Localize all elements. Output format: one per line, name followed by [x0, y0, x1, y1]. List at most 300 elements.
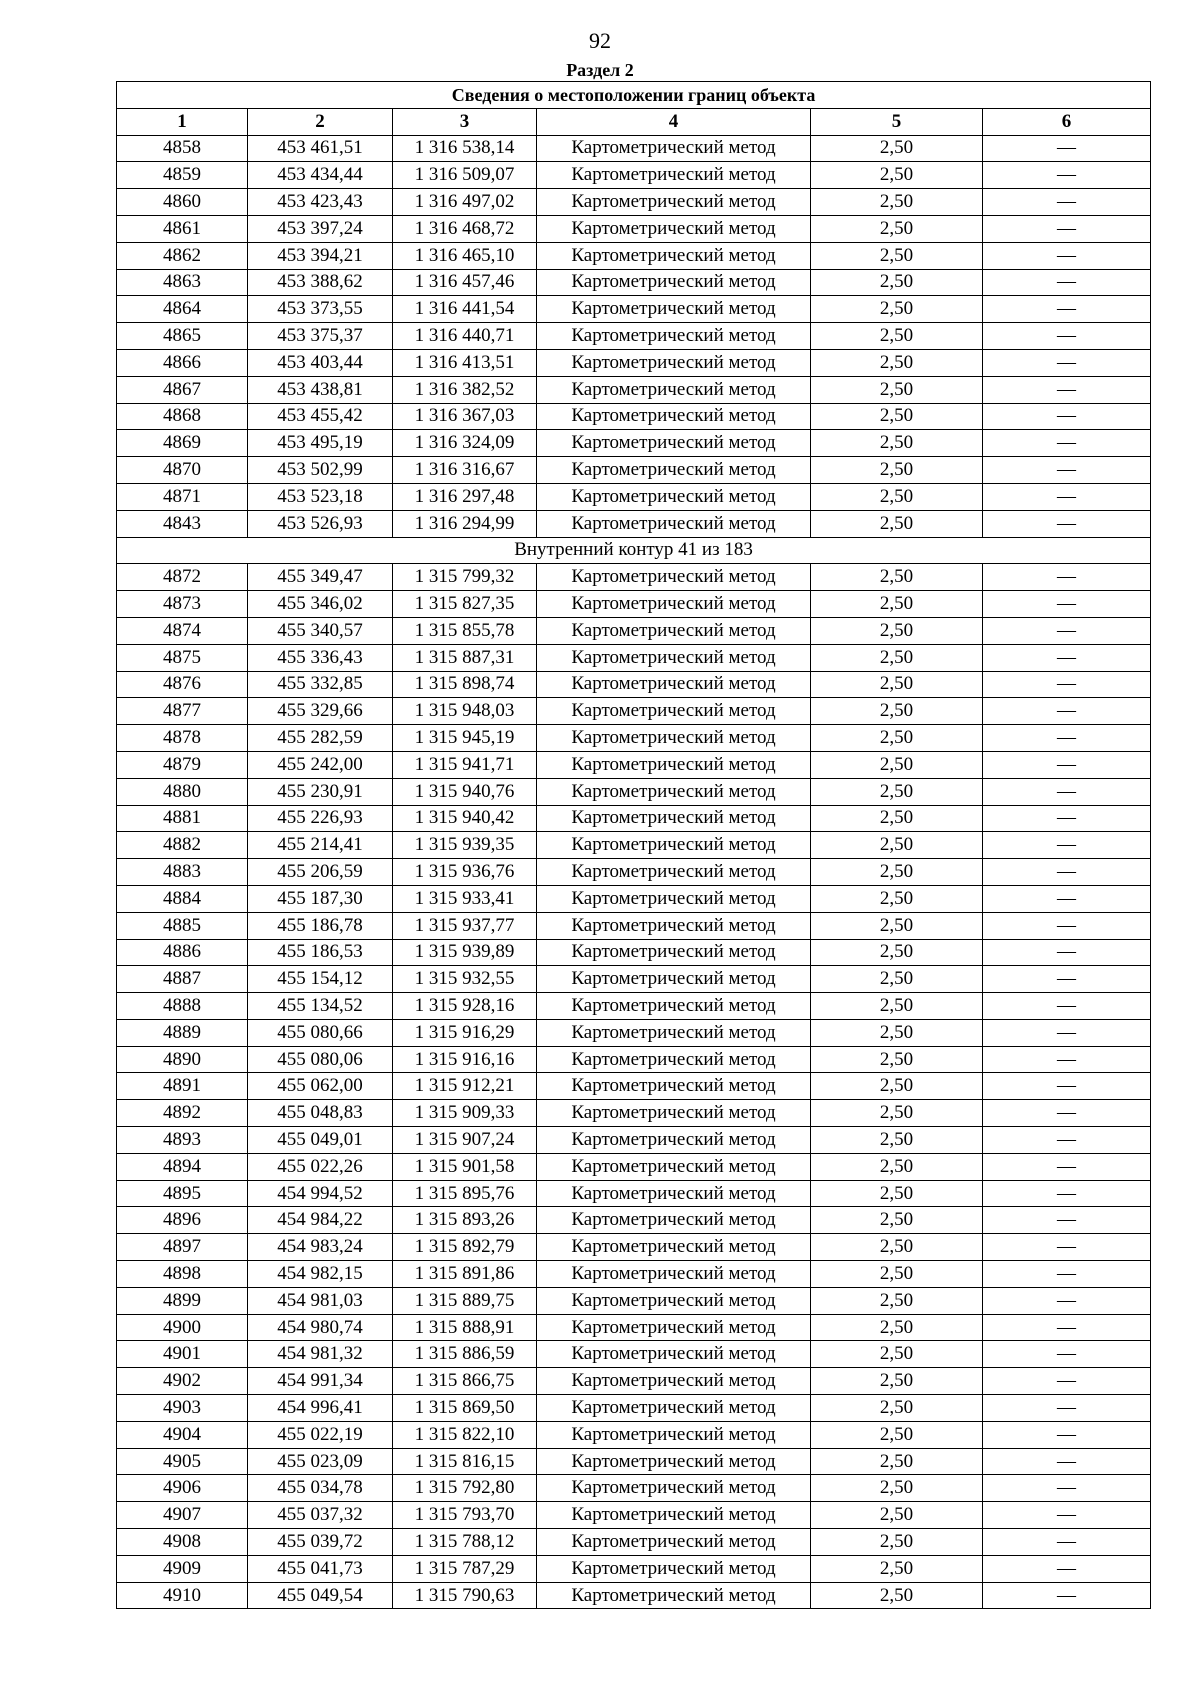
accuracy-cell: 2,50 — [811, 269, 983, 296]
accuracy-cell: 2,50 — [811, 135, 983, 162]
x-coordinate-cell: 455 186,53 — [248, 939, 393, 966]
y-coordinate-cell: 1 315 893,26 — [393, 1207, 537, 1234]
y-coordinate-cell: 1 315 886,59 — [393, 1341, 537, 1368]
x-coordinate-cell: 455 186,78 — [248, 912, 393, 939]
y-coordinate-cell: 1 315 941,71 — [393, 751, 537, 778]
description-cell: — — [983, 135, 1151, 162]
description-cell: — — [983, 1100, 1151, 1127]
table-row — [117, 1019, 1151, 1046]
description-cell: — — [983, 430, 1151, 457]
table-row — [117, 242, 1151, 269]
table-row — [117, 1475, 1151, 1502]
method-cell: Картометрический метод — [537, 1019, 811, 1046]
x-coordinate-cell: 453 375,37 — [248, 323, 393, 350]
description-cell: — — [983, 912, 1151, 939]
x-coordinate-cell: 455 226,93 — [248, 805, 393, 832]
accuracy-cell: 2,50 — [811, 1019, 983, 1046]
y-coordinate-cell: 1 315 822,10 — [393, 1421, 537, 1448]
table-row — [117, 1207, 1151, 1234]
table-row — [117, 323, 1151, 350]
method-cell: Картометрический метод — [537, 269, 811, 296]
method-cell: Картометрический метод — [537, 1261, 811, 1288]
x-coordinate-cell: 454 994,52 — [248, 1180, 393, 1207]
description-cell: — — [983, 966, 1151, 993]
point-number-cell: 4894 — [117, 1153, 248, 1180]
table-row — [117, 1261, 1151, 1288]
table-row — [117, 1421, 1151, 1448]
table-row — [117, 751, 1151, 778]
description-cell: — — [983, 1073, 1151, 1100]
method-cell: Картометрический метод — [537, 591, 811, 618]
description-cell: — — [983, 349, 1151, 376]
table-row — [117, 778, 1151, 805]
table-row — [117, 1100, 1151, 1127]
table-row — [117, 912, 1151, 939]
method-cell: Картометрический метод — [537, 966, 811, 993]
y-coordinate-cell: 1 315 901,58 — [393, 1153, 537, 1180]
point-number-cell: 4865 — [117, 323, 248, 350]
accuracy-cell: 2,50 — [811, 939, 983, 966]
y-coordinate-cell: 1 316 382,52 — [393, 376, 537, 403]
table-row — [117, 1153, 1151, 1180]
table-row — [117, 1502, 1151, 1529]
point-number-cell: 4909 — [117, 1555, 248, 1582]
y-coordinate-cell: 1 316 509,07 — [393, 162, 537, 189]
accuracy-cell: 2,50 — [811, 1529, 983, 1556]
table-row — [117, 1341, 1151, 1368]
description-cell: — — [983, 1555, 1151, 1582]
description-cell: — — [983, 296, 1151, 323]
x-coordinate-cell: 455 080,06 — [248, 1046, 393, 1073]
description-cell: — — [983, 885, 1151, 912]
x-coordinate-cell: 454 982,15 — [248, 1261, 393, 1288]
description-cell: — — [983, 269, 1151, 296]
y-coordinate-cell: 1 315 792,80 — [393, 1475, 537, 1502]
point-number-cell: 4910 — [117, 1582, 248, 1609]
method-cell: Картометрический метод — [537, 403, 811, 430]
description-cell: — — [983, 1421, 1151, 1448]
table-row — [117, 403, 1151, 430]
description-cell: — — [983, 1314, 1151, 1341]
point-number-cell: 4902 — [117, 1368, 248, 1395]
table-row — [117, 644, 1151, 671]
method-cell: Картометрический метод — [537, 1582, 811, 1609]
point-number-cell: 4888 — [117, 993, 248, 1020]
table-row — [117, 483, 1151, 510]
accuracy-cell: 2,50 — [811, 430, 983, 457]
method-cell: Картометрический метод — [537, 189, 811, 216]
x-coordinate-cell: 455 034,78 — [248, 1475, 393, 1502]
x-coordinate-cell: 455 062,00 — [248, 1073, 393, 1100]
y-coordinate-cell: 1 315 827,35 — [393, 591, 537, 618]
method-cell: Картометрический метод — [537, 1180, 811, 1207]
y-coordinate-cell: 1 315 916,29 — [393, 1019, 537, 1046]
table-row — [117, 1127, 1151, 1154]
y-coordinate-cell: 1 315 888,91 — [393, 1314, 537, 1341]
y-coordinate-cell: 1 316 324,09 — [393, 430, 537, 457]
description-cell: — — [983, 1287, 1151, 1314]
method-cell: Картометрический метод — [537, 135, 811, 162]
y-coordinate-cell: 1 315 895,76 — [393, 1180, 537, 1207]
table-caption-row — [117, 82, 1151, 109]
table-row — [117, 189, 1151, 216]
y-coordinate-cell: 1 316 468,72 — [393, 215, 537, 242]
method-cell: Картометрический метод — [537, 430, 811, 457]
description-cell: — — [983, 832, 1151, 859]
method-cell: Картометрический метод — [537, 778, 811, 805]
method-cell: Картометрический метод — [537, 1314, 811, 1341]
y-coordinate-cell: 1 315 898,74 — [393, 671, 537, 698]
method-cell: Картометрический метод — [537, 1100, 811, 1127]
description-cell: — — [983, 1448, 1151, 1475]
y-coordinate-cell: 1 315 928,16 — [393, 993, 537, 1020]
description-cell: — — [983, 617, 1151, 644]
method-cell: Картометрический метод — [537, 1153, 811, 1180]
column-header: 3 — [393, 108, 537, 135]
accuracy-cell: 2,50 — [811, 1555, 983, 1582]
x-coordinate-cell: 455 049,01 — [248, 1127, 393, 1154]
accuracy-cell: 2,50 — [811, 242, 983, 269]
point-number-cell: 4898 — [117, 1261, 248, 1288]
x-coordinate-cell: 455 134,52 — [248, 993, 393, 1020]
accuracy-cell: 2,50 — [811, 1395, 983, 1422]
method-cell: Картометрический метод — [537, 912, 811, 939]
point-number-cell: 4899 — [117, 1287, 248, 1314]
description-cell: — — [983, 189, 1151, 216]
method-cell: Картометрический метод — [537, 751, 811, 778]
y-coordinate-cell: 1 316 465,10 — [393, 242, 537, 269]
method-cell: Картометрический метод — [537, 1421, 811, 1448]
point-number-cell: 4880 — [117, 778, 248, 805]
method-cell: Картометрический метод — [537, 1529, 811, 1556]
method-cell: Картометрический метод — [537, 644, 811, 671]
accuracy-cell: 2,50 — [811, 349, 983, 376]
table-row — [117, 349, 1151, 376]
method-cell: Картометрический метод — [537, 242, 811, 269]
method-cell: Картометрический метод — [537, 457, 811, 484]
y-coordinate-cell: 1 316 497,02 — [393, 189, 537, 216]
point-number-cell: 4882 — [117, 832, 248, 859]
table-row — [117, 162, 1151, 189]
column-header: 1 — [117, 108, 248, 135]
x-coordinate-cell: 454 981,03 — [248, 1287, 393, 1314]
table-row — [117, 564, 1151, 591]
table-row — [117, 510, 1151, 537]
accuracy-cell: 2,50 — [811, 832, 983, 859]
accuracy-cell: 2,50 — [811, 993, 983, 1020]
description-cell: — — [983, 457, 1151, 484]
table-row — [117, 1368, 1151, 1395]
description-cell: — — [983, 859, 1151, 886]
y-coordinate-cell: 1 315 940,76 — [393, 778, 537, 805]
x-coordinate-cell: 455 022,26 — [248, 1153, 393, 1180]
accuracy-cell: 2,50 — [811, 1127, 983, 1154]
y-coordinate-cell: 1 315 940,42 — [393, 805, 537, 832]
accuracy-cell: 2,50 — [811, 751, 983, 778]
point-number-cell: 4864 — [117, 296, 248, 323]
y-coordinate-cell: 1 316 440,71 — [393, 323, 537, 350]
method-cell: Картометрический метод — [537, 671, 811, 698]
point-number-cell: 4893 — [117, 1127, 248, 1154]
x-coordinate-cell: 454 984,22 — [248, 1207, 393, 1234]
table-row — [117, 135, 1151, 162]
method-cell: Картометрический метод — [537, 859, 811, 886]
description-cell: — — [983, 1502, 1151, 1529]
point-number-cell: 4901 — [117, 1341, 248, 1368]
x-coordinate-cell: 453 394,21 — [248, 242, 393, 269]
table-row — [117, 885, 1151, 912]
accuracy-cell: 2,50 — [811, 1582, 983, 1609]
method-cell: Картометрический метод — [537, 1287, 811, 1314]
method-cell: Картометрический метод — [537, 1368, 811, 1395]
column-header: 6 — [983, 108, 1151, 135]
y-coordinate-cell: 1 315 793,70 — [393, 1502, 537, 1529]
description-cell: — — [983, 1046, 1151, 1073]
accuracy-cell: 2,50 — [811, 859, 983, 886]
x-coordinate-cell: 455 187,30 — [248, 885, 393, 912]
point-number-cell: 4867 — [117, 376, 248, 403]
y-coordinate-cell: 1 315 916,16 — [393, 1046, 537, 1073]
x-coordinate-cell: 455 336,43 — [248, 644, 393, 671]
description-cell: — — [983, 805, 1151, 832]
x-coordinate-cell: 453 423,43 — [248, 189, 393, 216]
description-cell: — — [983, 403, 1151, 430]
method-cell: Картометрический метод — [537, 1234, 811, 1261]
description-cell: — — [983, 698, 1151, 725]
x-coordinate-cell: 453 397,24 — [248, 215, 393, 242]
method-cell: Картометрический метод — [537, 1341, 811, 1368]
description-cell: — — [983, 215, 1151, 242]
description-cell: — — [983, 1475, 1151, 1502]
accuracy-cell: 2,50 — [811, 1341, 983, 1368]
x-coordinate-cell: 454 980,74 — [248, 1314, 393, 1341]
accuracy-cell: 2,50 — [811, 1046, 983, 1073]
accuracy-cell: 2,50 — [811, 805, 983, 832]
y-coordinate-cell: 1 316 457,46 — [393, 269, 537, 296]
description-cell: — — [983, 1019, 1151, 1046]
description-cell: — — [983, 778, 1151, 805]
accuracy-cell: 2,50 — [811, 1180, 983, 1207]
accuracy-cell: 2,50 — [811, 403, 983, 430]
point-number-cell: 4904 — [117, 1421, 248, 1448]
accuracy-cell: 2,50 — [811, 778, 983, 805]
section-title: Раздел 2 — [566, 60, 634, 80]
table-body — [117, 135, 1151, 1609]
point-number-cell: 4891 — [117, 1073, 248, 1100]
accuracy-cell: 2,50 — [811, 644, 983, 671]
description-cell: — — [983, 591, 1151, 618]
x-coordinate-cell: 455 023,09 — [248, 1448, 393, 1475]
x-coordinate-cell: 453 455,42 — [248, 403, 393, 430]
x-coordinate-cell: 455 346,02 — [248, 591, 393, 618]
accuracy-cell: 2,50 — [811, 617, 983, 644]
table-row — [117, 376, 1151, 403]
description-cell: — — [983, 1153, 1151, 1180]
point-number-cell: 4873 — [117, 591, 248, 618]
y-coordinate-cell: 1 315 939,35 — [393, 832, 537, 859]
description-cell: — — [983, 1582, 1151, 1609]
table-row — [117, 1287, 1151, 1314]
point-number-cell: 4907 — [117, 1502, 248, 1529]
y-coordinate-cell: 1 315 787,29 — [393, 1555, 537, 1582]
y-coordinate-cell: 1 315 937,77 — [393, 912, 537, 939]
point-number-cell: 4879 — [117, 751, 248, 778]
y-coordinate-cell: 1 315 912,21 — [393, 1073, 537, 1100]
table-row — [117, 993, 1151, 1020]
x-coordinate-cell: 455 230,91 — [248, 778, 393, 805]
description-cell: — — [983, 993, 1151, 1020]
table-row — [117, 698, 1151, 725]
point-number-cell: 4860 — [117, 189, 248, 216]
table-row — [117, 430, 1151, 457]
description-cell: — — [983, 939, 1151, 966]
accuracy-cell: 2,50 — [811, 189, 983, 216]
point-number-cell: 4889 — [117, 1019, 248, 1046]
accuracy-cell: 2,50 — [811, 698, 983, 725]
method-cell: Картометрический метод — [537, 1127, 811, 1154]
y-coordinate-cell: 1 315 939,89 — [393, 939, 537, 966]
y-coordinate-cell: 1 315 855,78 — [393, 617, 537, 644]
point-number-cell: 4877 — [117, 698, 248, 725]
method-cell: Картометрический метод — [537, 323, 811, 350]
table-row — [117, 457, 1151, 484]
description-cell: — — [983, 323, 1151, 350]
description-cell: — — [983, 483, 1151, 510]
point-number-cell: 4892 — [117, 1100, 248, 1127]
method-cell: Картометрический метод — [537, 1448, 811, 1475]
accuracy-cell: 2,50 — [811, 1502, 983, 1529]
column-header: 2 — [248, 108, 393, 135]
accuracy-cell: 2,50 — [811, 376, 983, 403]
point-number-cell: 4900 — [117, 1314, 248, 1341]
point-number-cell: 4884 — [117, 885, 248, 912]
point-number-cell: 4908 — [117, 1529, 248, 1556]
accuracy-cell: 2,50 — [811, 912, 983, 939]
point-number-cell: 4859 — [117, 162, 248, 189]
y-coordinate-cell: 1 316 441,54 — [393, 296, 537, 323]
point-number-cell: 4886 — [117, 939, 248, 966]
point-number-cell: 4862 — [117, 242, 248, 269]
point-number-cell: 4858 — [117, 135, 248, 162]
description-cell: — — [983, 644, 1151, 671]
column-header-row — [117, 108, 1151, 135]
contour-label-row — [117, 537, 1151, 564]
accuracy-cell: 2,50 — [811, 457, 983, 484]
page-number: 92 — [589, 28, 611, 53]
x-coordinate-cell: 453 495,19 — [248, 430, 393, 457]
point-number-cell: 4863 — [117, 269, 248, 296]
table-row — [117, 966, 1151, 993]
table-row — [117, 832, 1151, 859]
table-row — [117, 1314, 1151, 1341]
y-coordinate-cell: 1 315 799,32 — [393, 564, 537, 591]
point-number-cell: 4905 — [117, 1448, 248, 1475]
description-cell: — — [983, 1341, 1151, 1368]
y-coordinate-cell: 1 315 945,19 — [393, 725, 537, 752]
x-coordinate-cell: 455 282,59 — [248, 725, 393, 752]
table-title: Сведения о местоположении границ объекта — [117, 82, 1151, 109]
method-cell: Картометрический метод — [537, 993, 811, 1020]
method-cell: Картометрический метод — [537, 698, 811, 725]
method-cell: Картометрический метод — [537, 1502, 811, 1529]
table-row — [117, 725, 1151, 752]
y-coordinate-cell: 1 315 790,63 — [393, 1582, 537, 1609]
table-row — [117, 805, 1151, 832]
method-cell: Картометрический метод — [537, 939, 811, 966]
accuracy-cell: 2,50 — [811, 1073, 983, 1100]
x-coordinate-cell: 455 048,83 — [248, 1100, 393, 1127]
accuracy-cell: 2,50 — [811, 215, 983, 242]
y-coordinate-cell: 1 316 294,99 — [393, 510, 537, 537]
y-coordinate-cell: 1 316 367,03 — [393, 403, 537, 430]
table-row — [117, 1073, 1151, 1100]
point-number-cell: 4881 — [117, 805, 248, 832]
table-row — [117, 215, 1151, 242]
x-coordinate-cell: 453 461,51 — [248, 135, 393, 162]
method-cell: Картометрический метод — [537, 805, 811, 832]
x-coordinate-cell: 455 349,47 — [248, 564, 393, 591]
y-coordinate-cell: 1 315 932,55 — [393, 966, 537, 993]
x-coordinate-cell: 455 242,00 — [248, 751, 393, 778]
y-coordinate-cell: 1 315 948,03 — [393, 698, 537, 725]
method-cell: Картометрический метод — [537, 296, 811, 323]
method-cell: Картометрический метод — [537, 1555, 811, 1582]
description-cell: — — [983, 1261, 1151, 1288]
description-cell: — — [983, 510, 1151, 537]
x-coordinate-cell: 453 438,81 — [248, 376, 393, 403]
accuracy-cell: 2,50 — [811, 1314, 983, 1341]
point-number-cell: 4871 — [117, 483, 248, 510]
point-number-cell: 4903 — [117, 1395, 248, 1422]
description-cell: — — [983, 751, 1151, 778]
y-coordinate-cell: 1 315 892,79 — [393, 1234, 537, 1261]
y-coordinate-cell: 1 315 887,31 — [393, 644, 537, 671]
y-coordinate-cell: 1 315 933,41 — [393, 885, 537, 912]
accuracy-cell: 2,50 — [811, 1261, 983, 1288]
x-coordinate-cell: 455 154,12 — [248, 966, 393, 993]
point-number-cell: 4885 — [117, 912, 248, 939]
x-coordinate-cell: 453 434,44 — [248, 162, 393, 189]
x-coordinate-cell: 454 983,24 — [248, 1234, 393, 1261]
method-cell: Картометрический метод — [537, 1073, 811, 1100]
accuracy-cell: 2,50 — [811, 162, 983, 189]
point-number-cell: 4872 — [117, 564, 248, 591]
accuracy-cell: 2,50 — [811, 725, 983, 752]
y-coordinate-cell: 1 315 907,24 — [393, 1127, 537, 1154]
accuracy-cell: 2,50 — [811, 1421, 983, 1448]
table-row — [117, 1582, 1151, 1609]
description-cell: — — [983, 1368, 1151, 1395]
x-coordinate-cell: 453 403,44 — [248, 349, 393, 376]
method-cell: Картометрический метод — [537, 564, 811, 591]
x-coordinate-cell: 455 332,85 — [248, 671, 393, 698]
description-cell: — — [983, 1180, 1151, 1207]
point-number-cell: 4895 — [117, 1180, 248, 1207]
x-coordinate-cell: 455 041,73 — [248, 1555, 393, 1582]
description-cell: — — [983, 1207, 1151, 1234]
point-number-cell: 4876 — [117, 671, 248, 698]
accuracy-cell: 2,50 — [811, 1475, 983, 1502]
y-coordinate-cell: 1 315 936,76 — [393, 859, 537, 886]
accuracy-cell: 2,50 — [811, 323, 983, 350]
x-coordinate-cell: 455 206,59 — [248, 859, 393, 886]
method-cell: Картометрический метод — [537, 349, 811, 376]
y-coordinate-cell: 1 315 816,15 — [393, 1448, 537, 1475]
point-number-cell: 4875 — [117, 644, 248, 671]
table-row — [117, 296, 1151, 323]
x-coordinate-cell: 455 039,72 — [248, 1529, 393, 1556]
column-header: 5 — [811, 108, 983, 135]
